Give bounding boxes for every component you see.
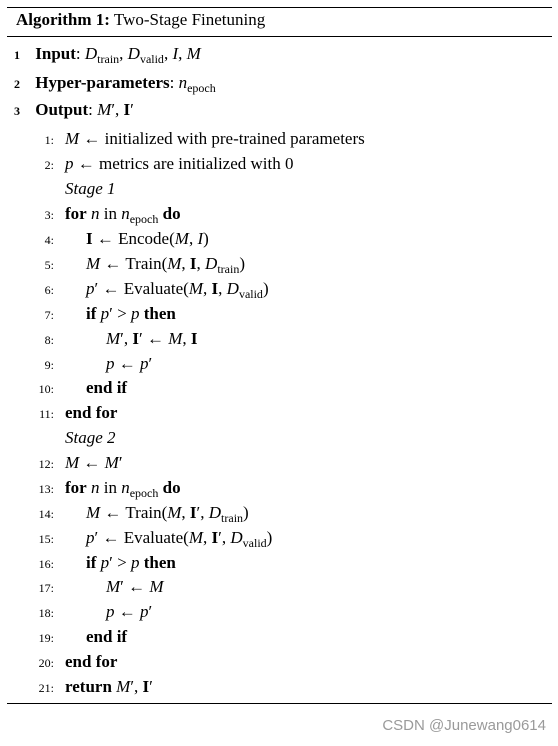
line-number: 15: <box>38 532 54 546</box>
line-number: 12: <box>38 457 54 471</box>
title-rule <box>7 36 552 37</box>
line-code: for n in $n_{epoch}$ do <box>65 204 181 226</box>
line-code: M ← Train(M, I′, $D_{train}$) <box>86 503 249 525</box>
line-number: 1: <box>44 133 54 147</box>
top-rule <box>7 7 552 8</box>
algorithm-line <box>0 501 558 525</box>
stage-2-label: Stage 2 <box>65 428 116 447</box>
input-key: Input <box>35 44 76 63</box>
algorithm-line <box>0 625 558 649</box>
algorithm-line <box>0 650 558 674</box>
algorithm-line <box>0 302 558 326</box>
line-number: 16: <box>38 557 54 571</box>
line-number: 20: <box>38 656 54 670</box>
hyperparameters-key: Hyper-parameters <box>35 73 170 92</box>
line-number: 9: <box>44 358 54 372</box>
line-code: end for <box>65 652 118 671</box>
output-key: Output <box>35 100 89 119</box>
algorithm-title <box>16 10 265 30</box>
algorithm-line <box>0 127 558 151</box>
algorithm-line <box>0 252 558 276</box>
line-code: for n in $n_{epoch}$ do <box>65 478 181 500</box>
line-number: 18: <box>38 606 54 620</box>
line-number: 2: <box>44 158 54 172</box>
algorithm-label: Algorithm 1: <box>16 10 110 29</box>
line-code: M ← M′ <box>65 453 123 472</box>
line-code: M ← Train(M, I, $D_{train}$) <box>86 254 245 276</box>
line-code: end if <box>86 378 128 397</box>
line-number: 21: <box>38 681 54 695</box>
algorithm-line <box>0 202 558 226</box>
algorithm-line <box>0 675 558 699</box>
header-number: 1 <box>14 48 20 62</box>
algorithm-line <box>0 277 558 301</box>
header-number: 3 <box>14 104 20 118</box>
line-number: 3: <box>44 208 54 222</box>
line-code: p ← metrics are initialized with 0 <box>65 154 294 173</box>
bottom-rule <box>7 703 552 704</box>
line-number: 5: <box>44 258 54 272</box>
line-number: 11: <box>39 407 54 421</box>
output-line <box>14 100 134 120</box>
line-code: p′ ← Evaluate(M, I, $D_{valid}$) <box>86 279 269 301</box>
line-number: 6: <box>44 283 54 297</box>
line-code: p ← p′ <box>106 602 153 621</box>
line-number: 4: <box>44 233 54 247</box>
line-code: I ← Encode(M, I) <box>86 229 209 248</box>
algorithm-line <box>0 551 558 575</box>
line-code: return M′, I′ <box>65 677 153 696</box>
line-code: M′, I′ ← M, I <box>106 329 198 348</box>
line-code: end for <box>65 403 118 422</box>
algorithm-line <box>0 526 558 550</box>
hyperparameters-value: : $n_{epoch}$ <box>169 73 216 95</box>
algorithm-line <box>0 227 558 251</box>
hyperparameters-line <box>14 73 216 96</box>
line-number: 10: <box>38 382 54 396</box>
watermark: CSDN @Junewang0614 <box>382 717 546 734</box>
algorithm-line <box>0 451 558 475</box>
line-code: p ← p′ <box>106 354 153 373</box>
algorithm-name: Two-Stage Finetuning <box>113 10 266 29</box>
algorithm-line <box>0 600 558 624</box>
header-number: 2 <box>14 77 20 91</box>
algorithm-line <box>0 376 558 400</box>
input-value: : $D_{train}$, $D_{valid}$, I, M <box>75 44 201 66</box>
line-number: 8: <box>44 333 54 347</box>
line-code: if p′ > p then <box>86 304 176 323</box>
algorithm-line <box>0 152 558 176</box>
algorithm-line <box>0 575 558 599</box>
line-code: M′ ← M <box>106 577 164 596</box>
algorithm-line <box>0 476 558 500</box>
line-number: 17: <box>38 581 54 595</box>
line-number: 7: <box>44 308 54 322</box>
line-code: M ← initialized with pre-trained parameters <box>65 129 365 148</box>
input-line <box>14 44 201 67</box>
algorithm-line <box>0 352 558 376</box>
line-number: 13: <box>38 482 54 496</box>
algorithm-line <box>0 401 558 425</box>
line-number: 19: <box>38 631 54 645</box>
algorithm-line <box>0 327 558 351</box>
stage-1-label: Stage 1 <box>65 179 116 198</box>
line-code: if p′ > p then <box>86 553 176 572</box>
line-code: p′ ← Evaluate(M, I′, $D_{valid}$) <box>86 528 273 550</box>
output-value: : M′, I′ <box>88 100 134 119</box>
line-code: end if <box>86 627 128 646</box>
line-number: 14: <box>38 507 54 521</box>
